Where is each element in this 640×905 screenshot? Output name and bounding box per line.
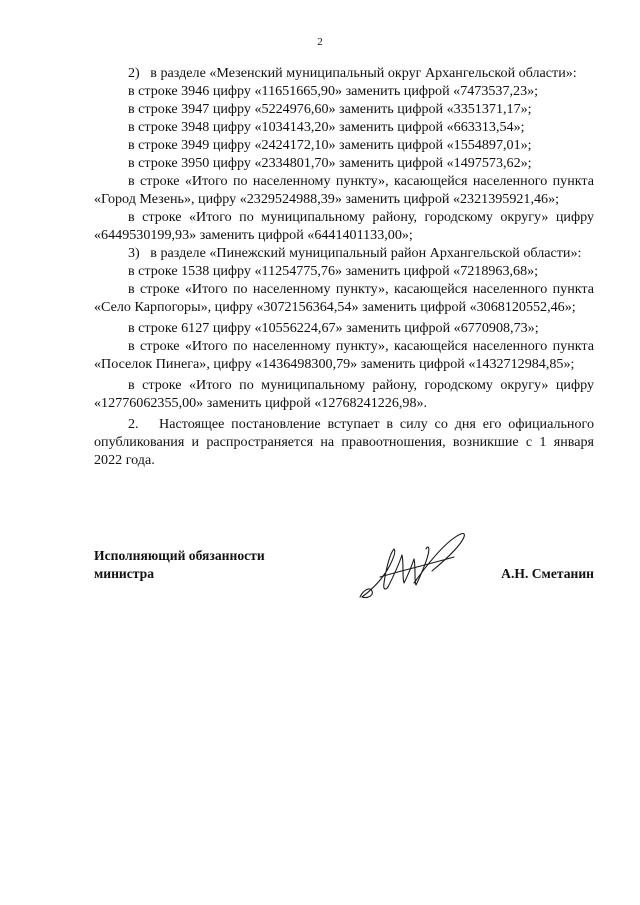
handwritten-signature	[354, 525, 484, 605]
amendment-line: в строке 3946 цифру «11651665,90» заменить цифрой «7473537,23»;	[128, 83, 539, 99]
signature-block	[94, 547, 594, 617]
amendment-line: в строке 3947 цифру «5224976,60» заменить цифрой «3351371,17»;	[128, 101, 532, 117]
signatory-name: А.Н. Сметанин	[501, 566, 594, 581]
signatory-title-line: министра	[94, 566, 154, 581]
effective-date-paragraph: 2. Настоящее постановление вступает в силу со дня его официального опубликования и распространяется на правоотношения, возникшие с 1 января 2022 года.	[94, 416, 594, 468]
signatory-title	[94, 547, 265, 583]
amendment-paragraph: в строке «Итого по муниципальному району, городскому округу» цифру «12776062355,00» заменить цифрой «12768241226,98».	[94, 377, 594, 411]
amendment-line: в строке 3949 цифру «2424172,10» заменить цифрой «1554897,01»;	[128, 137, 532, 153]
amendment-paragraph: в строке «Итого по населенному пункту», касающейся населенного пункта «Село Карпогоры», цифру «3072156364,54» заменить цифрой «3068120552,46»;	[94, 281, 594, 315]
amendment-paragraph: в строке «Итого по населенному пункту», касающейся населенного пункта «Поселок Пинега», цифру «1436498300,79» заменить цифрой «1432712984,85»;	[94, 338, 594, 372]
page-number: 2	[317, 36, 323, 48]
amendment-paragraph: в строке «Итого по муниципальному району, городскому округу» цифру «6449530199,93» заменить цифрой «6441401133,00»;	[94, 209, 594, 243]
signatory-title-line: Исполняющий обязанности	[94, 548, 265, 563]
amendment-paragraph: в строке «Итого по населенному пункту», касающейся населенного пункта «Город Мезень», цифру «2329524988,39» заменить цифрой «2321395921,46»;	[94, 173, 594, 207]
amendment-line: в строке 6127 цифру «10556224,67» заменить цифрой «6770908,73»;	[128, 320, 539, 336]
amendment-line: в строке 3950 цифру «2334801,70» заменить цифрой «1497573,62»;	[128, 155, 532, 171]
section-heading-mezen: 2) в разделе «Мезенский муниципальный округ Архангельской области»:	[128, 65, 577, 81]
section-heading-pinega: 3) в разделе «Пинежский муниципальный район Архангельской области»:	[128, 245, 582, 261]
amendment-line: в строке 1538 цифру «11254775,76» заменить цифрой «7218963,68»;	[128, 263, 539, 279]
document-body	[94, 64, 594, 469]
amendment-line: в строке 3948 цифру «1034143,20» заменить цифрой «663313,54»;	[128, 119, 525, 135]
